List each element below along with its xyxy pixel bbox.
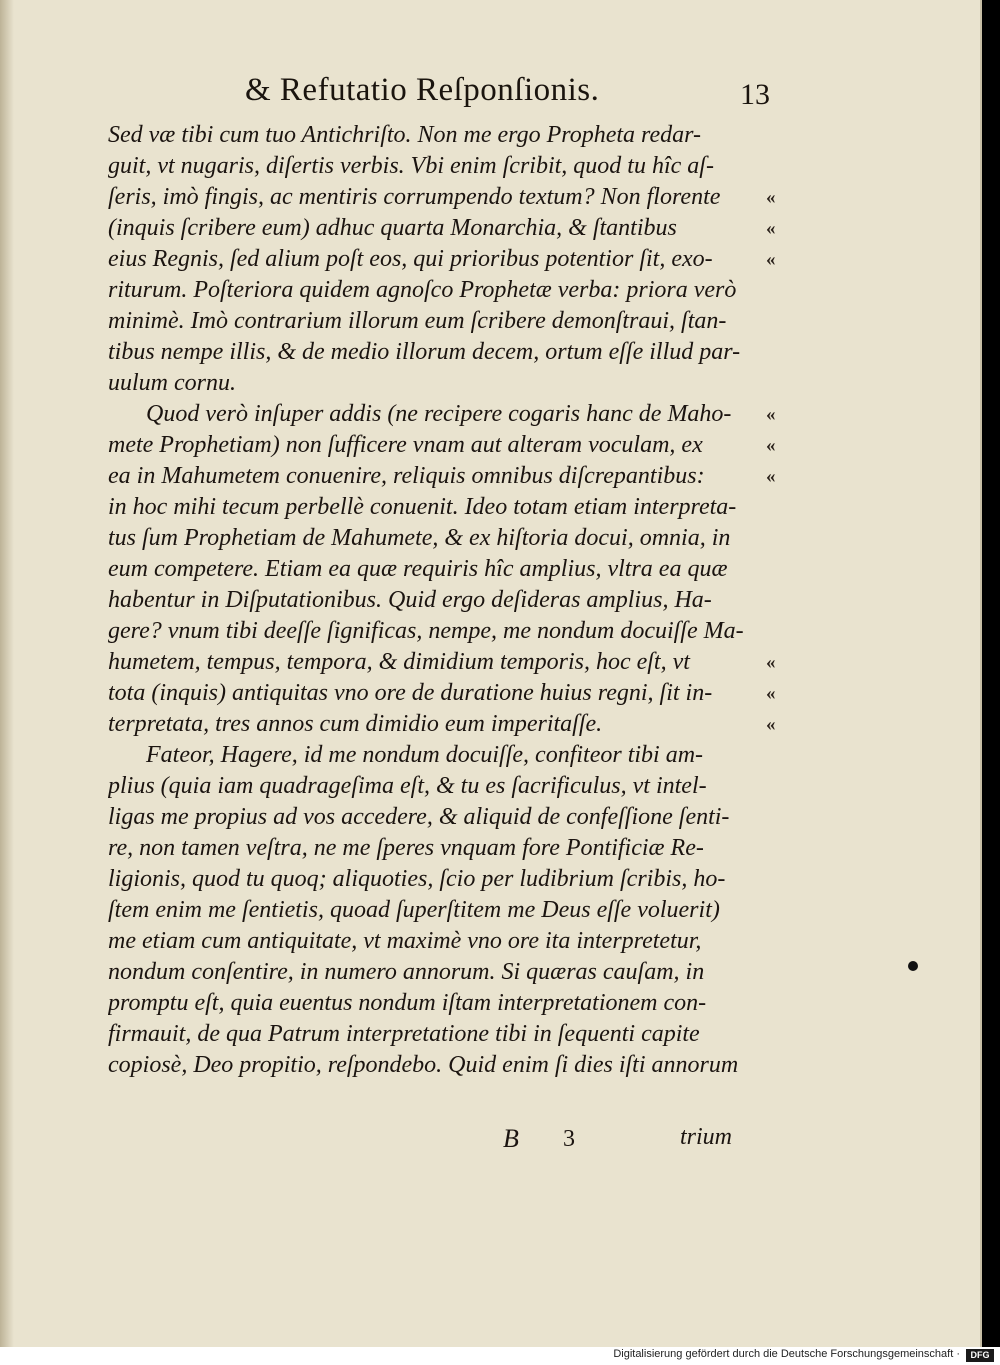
text-line: eius Regnis, ſed alium poſt eos, qui prioribus potentior ſit, exo- [108,246,713,272]
quotation-marker: « [766,466,776,487]
quotation-marker [766,895,796,926]
text-line: me etiam cum antiquitate, vt maximè vno ore ita interpretetur, [108,928,702,954]
quotation-marker [766,368,796,399]
text-line: ſeris, imò fingis, ac mentiris corrumpendo textum? Non florente [108,184,721,210]
quotation-marker [766,771,796,802]
quotation-marker [766,492,796,523]
text-line: humetem, tempus, tempora, & dimidium temporis, hoc eſt, vt [108,649,690,675]
quotation-marker [766,337,796,368]
quotation-marker [766,151,796,182]
quotation-marker [766,988,796,1019]
quotation-marker-column [766,120,796,1081]
quotation-marker [766,802,796,833]
text-line: habentur in Diſputationibus. Quid ergo deſideras amplius, Ha- [108,587,712,613]
text-line: ea in Mahumetem conuenire, reliquis omnibus diſcrepantibus: [108,463,705,489]
quotation-marker [766,554,796,585]
quotation-marker [766,306,796,337]
running-head: & Refutatio Reſponſionis. [245,72,600,108]
text-line: eum competere. Etiam ea quæ requiris hîc amplius, vltra ea quæ [108,556,728,582]
ink-spot [908,961,918,971]
text-line: nondum conſentire, in numero annorum. Si quæras cauſam, in [108,959,705,985]
quotation-marker [766,957,796,988]
text-line: Quod verò inſuper addis (ne recipere cogaris hanc de Maho- [146,401,732,427]
text-line: riturum. Poſteriora quidem agnoſco Prophetæ verba: priora verò [108,277,737,303]
page-gutter-shadow [0,0,14,1347]
quotation-marker [766,740,796,771]
text-line: gere? vnum tibi deeſſe ſignificas, nempe, me nondum docuiſſe Ma- [108,618,744,644]
text-line: uulum cornu. [108,370,236,396]
text-line: plius (quia iam quadrageſima eſt, & tu es ſacrificulus, vt intel- [108,773,707,799]
signature-mark: B [503,1124,519,1153]
credit-bar [0,1347,1000,1365]
text-line: ſtem enim me ſentietis, quoad ſuperſtitem me Deus eſſe voluerit) [108,897,720,923]
text-line: tota (inquis) antiquitas vno ore de duratione huius regni, ſit in- [108,680,713,706]
body-text [108,120,758,1081]
quotation-marker: « [766,683,776,704]
text-line: mete Prophetiam) non ſufficere vnam aut alteram voculam, ex [108,432,703,458]
text-line: promptu eſt, quia euentus nondum iſtam interpretationem con- [108,990,707,1016]
digitization-credit: Digitalisierung gefördert durch die Deutsche Forschungsgemeinschaft · [613,1348,960,1360]
text-line: (inquis ſcribere eum) adhuc quarta Monarchia, & ſtantibus [108,215,677,241]
quotation-marker [766,616,796,647]
quotation-marker: « [766,187,776,208]
quotation-marker [766,864,796,895]
dfg-logo: DFG [966,1349,994,1362]
text-line: tibus nempe illis, & de medio illorum decem, ortum eſſe illud par- [108,339,741,365]
page-number: 13 [740,78,770,111]
text-line: guit, vt nugaris, diſertis verbis. Vbi enim ſcribit, quod tu hîc aſ- [108,153,714,179]
quotation-marker: « [766,652,776,673]
text-line: re, non tamen veſtra, ne me ſperes vnquam fore Pontificiæ Re- [108,835,704,861]
text-line: ligas me propius ad vos accedere, & aliquid de confeſſione ſenti- [108,804,730,830]
quotation-marker: « [766,435,776,456]
text-line: Sed væ tibi cum tuo Antichriſto. Non me ergo Propheta redar- [108,122,702,148]
text-line: minimè. Imò contrarium illorum eum ſcribere demonſtraui, ſtan- [108,308,727,334]
quotation-marker [766,120,796,151]
text-line: firmauit, de qua Patrum interpretatione tibi in ſequenti capite [108,1021,700,1047]
quotation-marker: « [766,404,776,425]
quotation-marker: « [766,714,776,735]
signature-number: 3 [563,1126,575,1152]
quotation-marker: « [766,249,776,270]
page-footer [108,1124,758,1156]
text-line: Fateor, Hagere, id me nondum docuiſſe, confiteor tibi am- [146,742,704,768]
text-line: copiosè, Deo propitio, reſpondebo. Quid enim ſi dies iſti annorum [108,1052,739,1078]
text-line: tus ſum Prophetiam de Mahumete, & ex hiſtoria docui, omnia, in [108,525,731,551]
quotation-marker [766,275,796,306]
quotation-marker [766,585,796,616]
quotation-marker [766,1050,796,1081]
quotation-marker [766,523,796,554]
quotation-marker: « [766,218,776,239]
text-line: terpretata, tres annos cum dimidio eum imperitaſſe. [108,711,603,737]
text-line: ligionis, quod tu quoq; aliquoties, ſcio per ludibrium ſcribis, ho- [108,866,726,892]
catchword: trium [680,1124,733,1150]
quotation-marker [766,1019,796,1050]
text-line: in hoc mihi tecum perbellè conuenit. Ideo totam etiam interpreta- [108,494,737,520]
quotation-marker [766,926,796,957]
quotation-marker [766,833,796,864]
